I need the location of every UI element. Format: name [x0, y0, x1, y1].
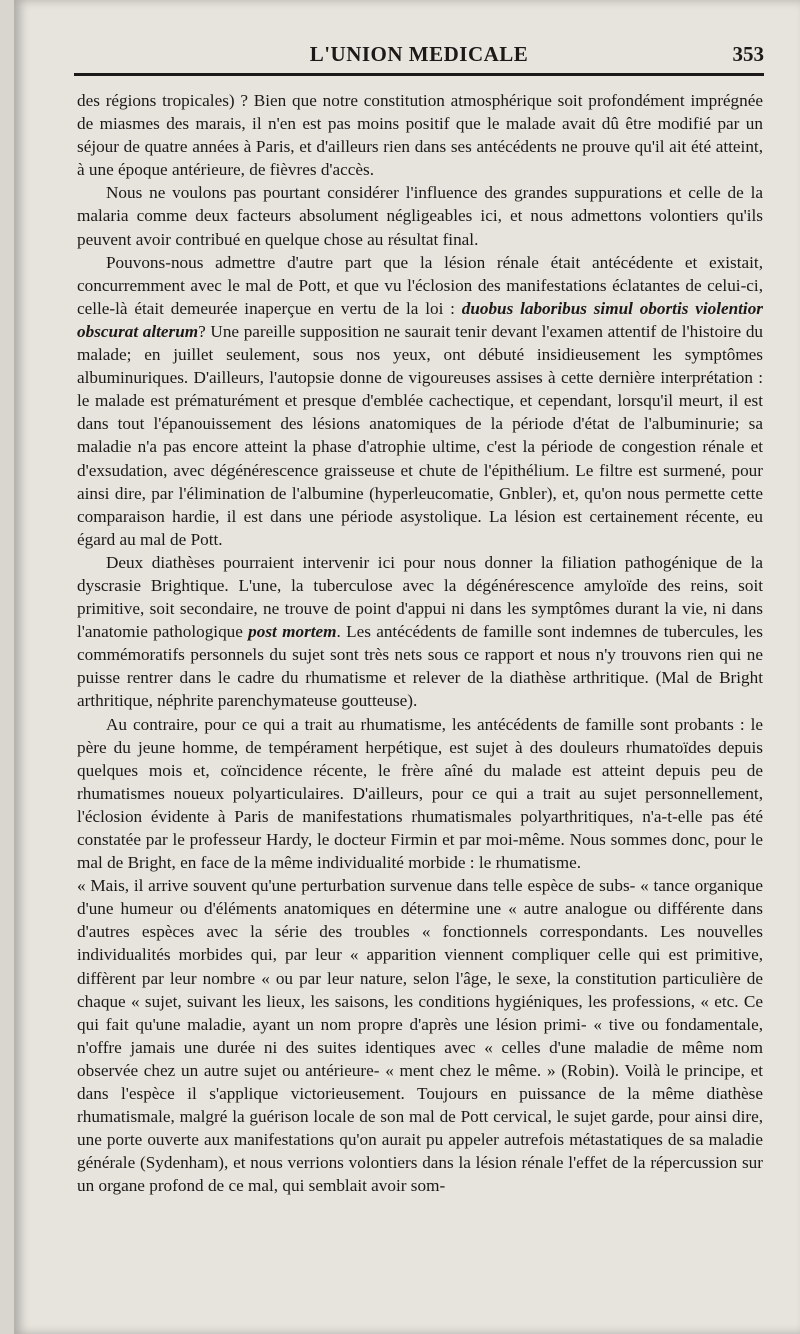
paragraph-4-text-a: Deux diathèses pourraient intervenir ici pour nous donner la filiation pathogénique de la dyscrasie Brightique. L'une, la tuberculose avec la dégénérescence amyloïde des reins, soit primitive, soit secondaire, ne trouve de point d'appui ni dans les symptômes durant la vie, ni dans l'anatomie pathologique: [77, 552, 763, 642]
paragraph-3-text-b: ? Une pareille supposition ne saurait tenir devant l'examen attentif de l'histoire du malade; en juillet seulement, sous nos yeux, ont débuté insidieusement les symptômes albuminuriques. D'ailleurs, l'autopsie donne de vigoureuses assises à cette dernière interprétation : le malade est prématurément et presque d'emblée cachectique, et cependant, lorsqu'il meurt, il est dans tout l'épanouissement des lésions anatomiques de la période d'état de l'albuminurie; sa maladie n'a pas encore atteint la phase d'atrophie ultime, c'est la période de congestion rénale et d'exsudation, avec dégénérescence graisseuse et chute de l'épithélium. Le filtre est surmené, pour ainsi dire, par l'élimination de l'albumine (hyperleucomatie, Gnbler), et, qu'on nous permette cette comparaison hardie, il est dans une période asystolique. La lésion est certainement récente, eu égard au mal de Pott.: [77, 321, 764, 549]
paragraph-4: [77, 551, 763, 713]
document-page: [14, 0, 800, 1334]
running-head: [74, 42, 764, 72]
page-number: 353: [732, 42, 764, 66]
paragraph-3: [77, 251, 763, 551]
latin-maxim: duobus laboribus simul obortis violentior obscurat alterum: [77, 298, 763, 341]
paragraph-5: Au contraire, pour ce qui a trait au rhumatisme, les antécédents de famille sont probants : le père du jeune homme, de tempérament herpétique, est sujet à des douleurs rhumatoïdes depuis quelques mois et, coïncidence récente, le frère aîné du malade est atteint depuis peu de rhumatismes noueux polyarticulaires. D'ailleurs, pour ce qui a trait au sujet personnellement, l'éclosion évidente à Paris de manifestations rhumatismales polyarthritiques, n'a-t-elle pas été constatée par le professeur Hardy, le docteur Firmin et par moi-même. Nous sommes donc, pour le mal de Bright, en face de la même individualité morbide : le rhumatisme.: [77, 714, 763, 873]
paragraph-4-text-b: . Les antécédents de famille sont indemnes de tubercules, les commémoratifs personnels du sujet sont très nets sous ce rapport et nous n'y trouvons rien qui ne puisse rentrer dans le cadre du rhumatisme et relever de la diathèse arthritique. (Mal de Bright arthritique, néphrite parenchymateuse goutteuse).: [77, 622, 763, 711]
latin-post-mortem: post mortem: [248, 622, 337, 642]
article-body: [77, 89, 763, 1198]
journal-title: L'UNION MEDICALE: [309, 42, 529, 66]
header-rule: [74, 73, 764, 76]
paragraph-3-text-a: Pouvons-nous admettre d'autre part que la lésion rénale était antécédente et existait, concurremment avec le mal de Pott, et que vu l'éclosion des manifestations éclatantes de celui-ci, celle-là était demeurée inaperçue en vertu de la loi :: [77, 252, 763, 318]
paragraph-1: des régions tropicales) ? Bien que notre constitution atmosphérique soit profondément imprégnée de miasmes des marais, il n'en est pas moins positif que le malade avait dû être modifié par un séjour de quatre années à Paris, et d'ailleurs rien dans ses antécédents ne prouve qu'il ait été atteint, à une époque antérieure, de fièvres d'accès.: [77, 91, 763, 180]
robin-quotation: « Mais, il arrive souvent qu'une perturbation survenue dans telle espèce de subs- « tance organique d'une humeur ou d'éléments anatomiques en détermine une « autre analogue ou différente dans d'autres espèces avec la série des troubles « fonctionnels correspondants. Les nouvelles individualités morbides qui, par leur « apparition viennent compliquer celle qui est primitive, diffèrent par leur nombre « ou par leur nature, selon l'âge, le sexe, la constitution particulière de chaque « sujet, suivant les lieux, les saisons, les conditions hygiéniques, les professions, « etc. Ce qui fait qu'une maladie, ayant un nom propre d'après une lésion primi- « tive ou fondamentale, n'offre jamais une durée ni des suites identiques avec « celles d'une maladie de même nom observée chez un autre sujet ou antérieure- « ment chez le même. » (Robin). Voilà le principe, et dans l'espèce il s'applique victorieusement. Toujours en puissance de la même diathèse rhumatismale, malgré la guérison locale de son mal de Pott cervical, le sujet garde, pour ainsi dire, une porte ouverte aux manifestations qu'on aurait pu appeler autrefois métastatiques de sa maladie générale (Sydenham), et nous verrions volontiers dans la lésion rénale l'effet de la répercussion sur un organe profond de ce mal, qui semblait avoir som-: [77, 876, 763, 1196]
paragraph-2: Nous ne voulons pas pourtant considérer l'influence des grandes suppurations et celle de la malaria comme deux facteurs absolument négligeables ici, et nous admettons volontiers qu'ils peuvent avoir contribué en quelque chose au résultat final.: [77, 183, 763, 249]
